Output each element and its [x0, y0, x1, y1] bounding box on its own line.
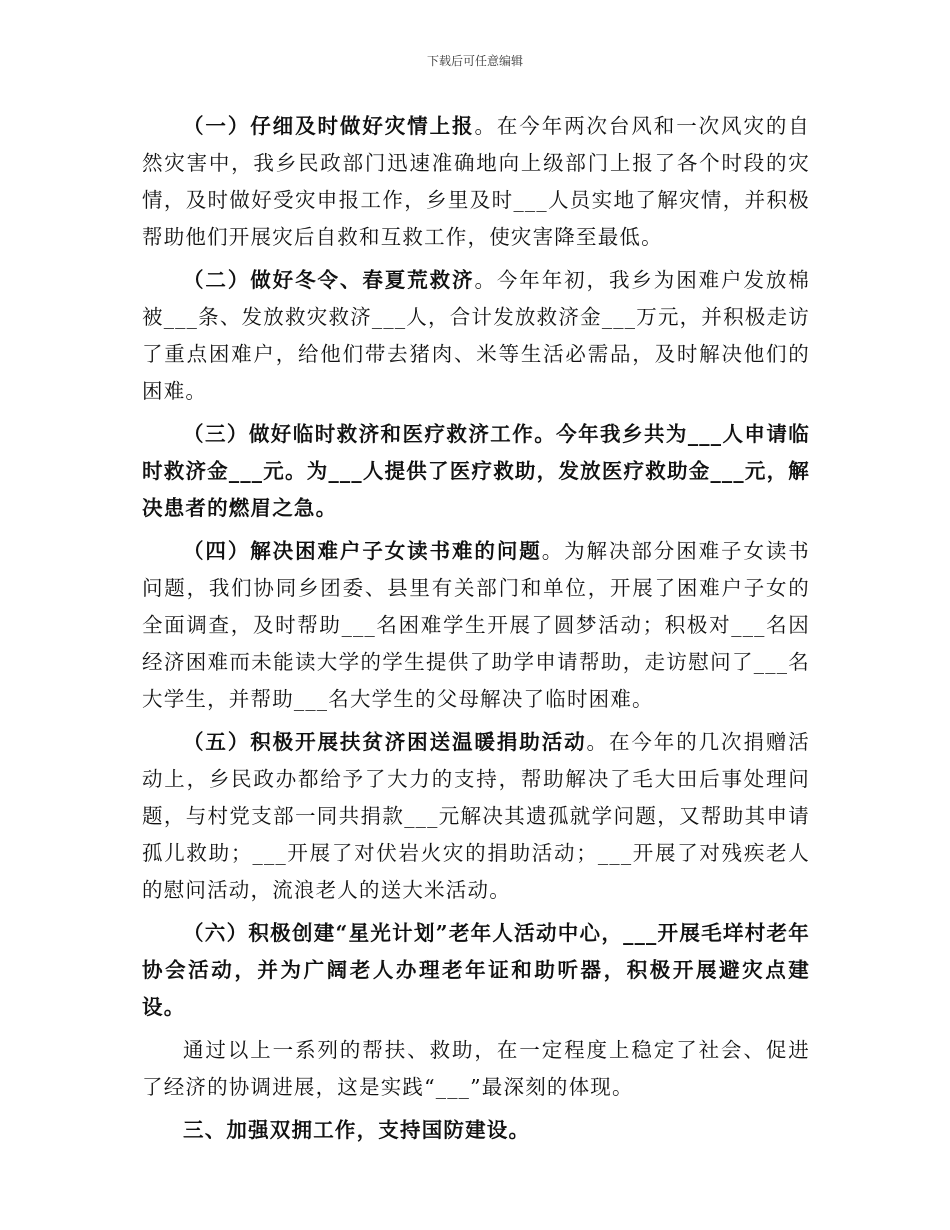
paragraph-text: 。在今年两次台风和一次风灾的自然灾害中，我乡民政部门迅速准确地向上级部门上报了各个时段的灾情，及时做好受灾申报工作，乡里及时___人员实地了解灾情，并积极帮助他们开展灾后自救和互救工作，使灾害降至最低。	[142, 114, 810, 249]
paragraph-text: 。在今年的几次捐赠活动上，乡民政办都给予了大力的支持，帮助解决了毛大田后事处理问题，与村党支部一同共捐款___元解决其遗孤就学问题，又帮助其申请孤儿救助；___开展了对伏岩火灾的捐助活动；___开展了对残疾老人的慰问活动，流浪老人的送大米活动。	[142, 730, 810, 902]
paragraph-disaster-report	[142, 108, 810, 256]
paragraph-lead: （四）解决困难户子女读书难的问题	[183, 539, 542, 563]
paragraph-lead: （五）积极开展扶贫济困送温暖捐助活动	[183, 730, 587, 754]
paragraph-lead: （一）仔细及时做好灾情上报	[183, 114, 475, 138]
paragraph-winter-relief	[142, 262, 810, 410]
document-body	[142, 108, 810, 1155]
paragraph-summary: 通过以上一系列的帮扶、救助，在一定程度上稳定了社会、促进了经济的协调进展，这是实践“___”最深刻的体现。	[142, 1038, 810, 1099]
paragraph-elderly-center: （六）积极创建“星光计划”老年人活动中心，___开展毛垟村老年协会活动，并为广阔老人办理老年证和助听器，积极开展避灾点建设。	[142, 921, 810, 1019]
paragraph-student-aid	[142, 533, 810, 718]
paragraph-lead: （二）做好冬令、春夏荒救济	[183, 268, 475, 292]
page-header-note: 下载后可任意编辑	[426, 54, 523, 68]
paragraph-poverty-donation	[142, 724, 810, 909]
paragraph-text: 。今年年初，我乡为困难户发放棉被___条、发放救灾救济___人，合计发放救济金___万元，并积极走访了重点困难户，给他们带去猪肉、米等生活必需品，及时解决他们的困难。	[142, 268, 810, 403]
paragraph-text: 。为解决部分困难子女读书问题，我们协同乡团委、县里有关部门和单位，开展了困难户子女的全面调查，及时帮助___名困难学生开展了圆梦活动；积极对___名因经济困难而未能读大学的学生提供了助学申请帮助，走访慰问了___名大学生，并帮助___名大学生的父母解决了临时困难。	[142, 539, 811, 711]
paragraph-temporary-medical-relief: （三）做好临时救济和医疗救济工作。今年我乡共为___人申请临时救济金___元。为___人提供了医疗救助，发放医疗救助金___元，解决患者的燃眉之急。	[142, 422, 810, 520]
section-heading-military-support: 三、加强双拥工作，支持国防建设。	[183, 1118, 531, 1142]
